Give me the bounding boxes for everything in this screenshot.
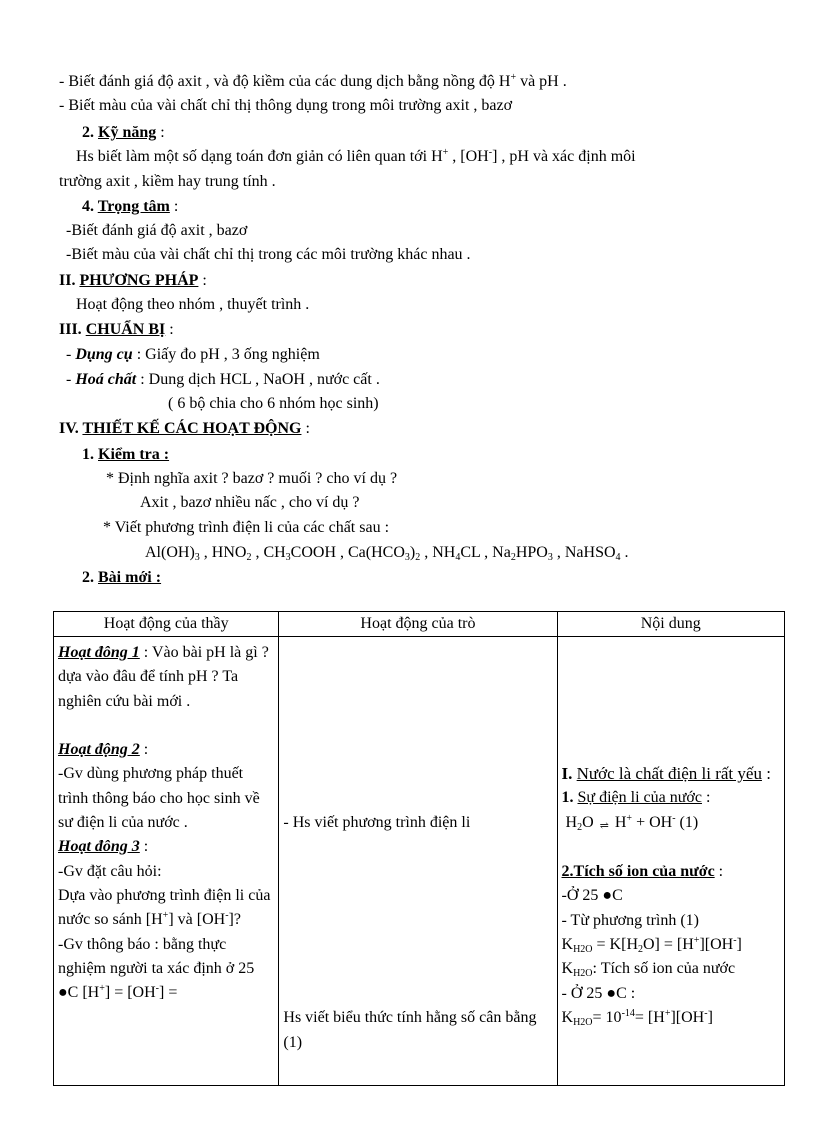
teacher-cell xyxy=(54,637,279,1086)
activity-1: Hoạt đông 1 : Vào bài pH là gì ? dựa vào đâu để tính pH ? Ta nghiên cứu bài mới . xyxy=(58,644,269,710)
content-temp-2: - Ở 25 ●C : xyxy=(561,984,636,1002)
section-prep-heading: III. CHUẨN BỊ : xyxy=(59,321,174,338)
chemical-formula-list: $Al(OH)_3$ , $HNO_2$ , $CH_3COOH$ , $Ca(HCO_3)_2$ , $NH_4CL$ , $Na_2HPO_3$ , NaHSO$_4$ . xyxy=(145,544,629,563)
water-ionization-equation: $H_2O$ ⇌ H+ + OH- (1) xyxy=(565,812,699,833)
content-kw-definition: $K_{H2O}$: Tích số ion của nước xyxy=(561,960,736,980)
section-method-heading: II. PHƯƠNG PHÁP : xyxy=(59,272,207,289)
subsection-new-lesson-heading: 2. Bài mới : xyxy=(82,569,162,586)
content-kw-value: $K_{H2O}= 10^{-14}= [H^+][OH^-]$ xyxy=(561,1007,713,1028)
table-row xyxy=(54,637,785,1086)
check-question-3: * Viết phương trình điện li của các chất sau : xyxy=(103,519,390,536)
check-question-1: * Định nghĩa axit ? bazơ ? muối ? cho ví dụ ? xyxy=(106,470,398,487)
section-focus-heading: 4. Trọng tâm : xyxy=(82,198,179,215)
content-section-1-1: 1. Sự điện li của nước : xyxy=(561,789,711,807)
content-from-equation: - Từ phương trình (1) xyxy=(561,911,700,929)
activity-3-question: -Gv đặt câu hỏi: xyxy=(58,862,162,880)
table-header-row xyxy=(54,612,785,637)
prep-tools-line: - Dụng cụ : Giấy đo pH , 3 ống nghiệm xyxy=(66,346,320,363)
prep-chemicals-line: - Hoá chất : Dung dịch HCL , NaOH , nước cất . xyxy=(66,371,380,388)
student-task-2: Hs viết biểu thức tính hằng số cân bằng (1) xyxy=(283,1009,537,1051)
skills-line-2: trường axit , kiềm hay trung tính . xyxy=(59,173,276,190)
method-line: Hoạt động theo nhóm , thuyết trình . xyxy=(76,296,310,313)
objective-line-1: - Biết đánh giá độ axit , và độ kiềm của các dung dịch bằng nồng độ H+ và pH . xyxy=(59,72,567,90)
section-activities-heading: IV. THIẾT KẾ CÁC HOẠT ĐỘNG : xyxy=(59,420,310,437)
subsection-check-heading: 1. Kiểm tra : xyxy=(82,446,170,463)
activity-2-heading: Hoạt động 2 : xyxy=(58,741,149,759)
header-teacher: Hoạt động của thầy xyxy=(54,612,279,637)
activity-3-heading: Hoạt đông 3 : xyxy=(58,838,149,856)
focus-line-2: -Biết màu của vài chất chỉ thị trong các môi trường khác nhau . xyxy=(66,246,471,263)
activity-3-text: Dựa vào phương trình điện li của nước so sánh [H+] và [OH-]? xyxy=(58,886,271,929)
content-temp-1: -Ở 25 ●C xyxy=(561,887,623,905)
content-kw-expression: $K_{H2O} = K[H_2O] = [H^+][OH^-]$ xyxy=(561,935,742,956)
focus-line-1: -Biết đánh giá độ axit , bazơ xyxy=(66,222,248,239)
student-cell xyxy=(279,637,557,1086)
content-section-2: 2.Tích số ion của nước : xyxy=(561,863,724,881)
check-question-2: Axit , bazơ nhiều nấc , cho ví dụ ? xyxy=(140,494,360,511)
header-student: Hoạt động của trò xyxy=(279,612,557,637)
skills-line-1: Hs biết làm một số dạng toán đơn giản có liên quan tới H+ , [OH-] , pH và xác định môi xyxy=(76,147,636,165)
objective-line-2: - Biết màu của vài chất chỉ thị thông dụng trong môi trường axit , bazơ xyxy=(59,97,513,114)
content-cell xyxy=(557,637,784,1086)
activity-2-text: -Gv dùng phương pháp thuết trình thông báo cho học sinh về sư điện li của nước . xyxy=(58,765,260,832)
section-skills-heading: 2. Kỹ năng : xyxy=(82,124,165,141)
prep-note-line: ( 6 bộ chia cho 6 nhóm học sinh) xyxy=(168,395,379,412)
content-section-1: I. Nước là chất điện li rất yếu : xyxy=(561,764,771,783)
student-task-1: - Hs viết phương trình điện li xyxy=(283,814,471,831)
activities-table xyxy=(53,611,785,1086)
header-content: Nội dung xyxy=(557,612,784,637)
activity-3-info: -Gv thông báo : bằng thực nghiệm người ta xác định ở 25 ●C [H+] = [OH-] = xyxy=(58,935,255,1002)
